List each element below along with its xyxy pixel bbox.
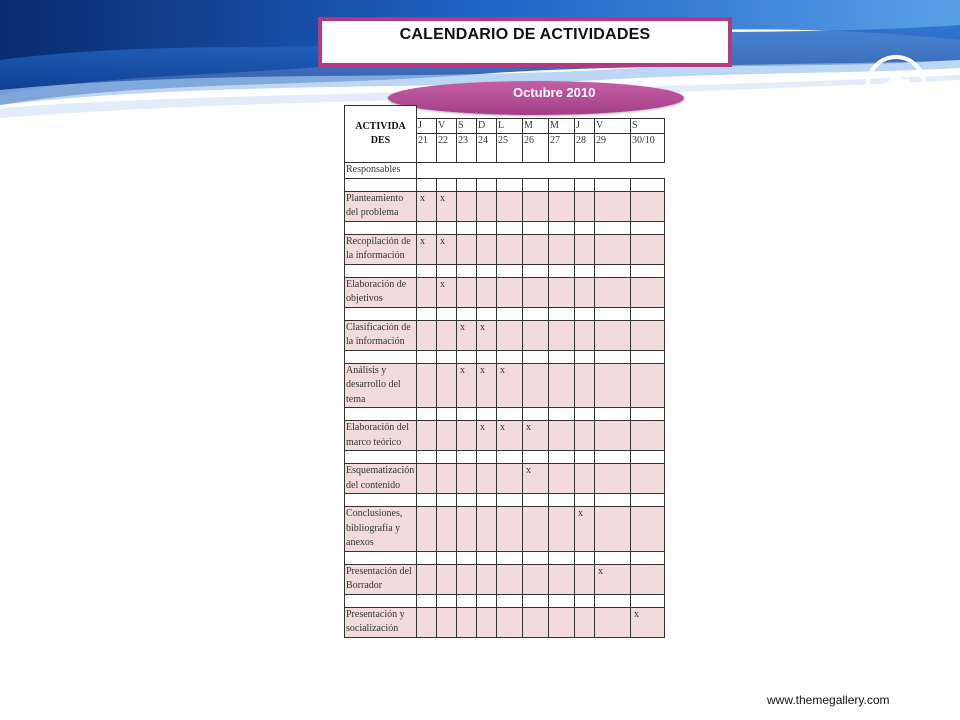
activity-name: Recopilación de la información [345,234,417,264]
month-label: Octubre 2010 [513,85,596,100]
activity-mark-cell [631,277,665,307]
day-header: M [549,118,575,134]
activity-mark-cell [549,234,575,264]
blank-cell [457,264,477,277]
blank-cell [437,494,457,507]
activity-row [345,363,665,408]
blank-cell [437,408,457,421]
blank-cell [575,264,595,277]
blank-cell [457,408,477,421]
activity-name: Elaboración del marco teórico [345,421,417,451]
activity-mark-cell [523,234,549,264]
activity-mark-cell [549,363,575,408]
blank-cell [417,408,437,421]
blank-cell [437,221,457,234]
activity-mark-cell: x [497,421,523,451]
blank-cell [477,408,497,421]
blank-cell [575,451,595,464]
date-header: 22 [437,134,457,163]
blank-cell [595,307,631,320]
blank-cell [477,221,497,234]
activity-row [345,234,665,264]
activity-name: Conclusiones, bibliografía y anexos [345,507,417,552]
activity-name: Esquematización del contenido [345,464,417,494]
blank-cell [575,494,595,507]
blank-cell [595,494,631,507]
activity-mark-cell [631,191,665,221]
blank-cell [417,551,437,564]
activity-row [345,507,665,552]
blank-cell [457,451,477,464]
blank-cell [457,350,477,363]
blank-cell [631,494,665,507]
activity-mark-cell [595,507,631,552]
activity-name: Elaboración de objetivos [345,277,417,307]
activity-mark-cell: x [575,507,595,552]
activity-mark-cell [497,234,523,264]
blank-cell [631,451,665,464]
blank-cell [417,178,437,191]
date-header: 29 [595,134,631,163]
activity-mark-cell [575,607,595,637]
activity-mark-cell [575,234,595,264]
activity-mark-cell [575,191,595,221]
blank-cell [477,451,497,464]
blank-cell [437,551,457,564]
blank-row [345,221,665,234]
blank-cell [631,594,665,607]
activity-mark-cell: x [595,564,631,594]
blank-cell [523,594,549,607]
activity-mark-cell [523,277,549,307]
activity-mark-cell: x [477,363,497,408]
activity-mark-cell [437,607,457,637]
date-header: 26 [523,134,549,163]
activity-row [345,320,665,350]
activity-mark-cell [595,234,631,264]
date-header: 28 [575,134,595,163]
activity-mark-cell [595,277,631,307]
blank-cell [437,264,457,277]
activity-mark-cell: x [497,363,523,408]
blank-cell [575,178,595,191]
activity-mark-cell [595,320,631,350]
activity-mark-cell [417,507,437,552]
activity-mark-cell: x [417,191,437,221]
activity-mark-cell [549,191,575,221]
activity-mark-cell [477,607,497,637]
blank-cell [345,494,417,507]
activity-mark-cell [437,363,457,408]
blank-cell [457,307,477,320]
activity-mark-cell [497,464,523,494]
blank-cell [497,307,523,320]
blank-cell [575,594,595,607]
blank-cell [417,307,437,320]
blank-cell [549,178,575,191]
activity-mark-cell [417,564,437,594]
blank-cell [457,551,477,564]
activity-mark-cell: x [631,607,665,637]
activity-row [345,607,665,637]
date-header: 25 [497,134,523,163]
activity-mark-cell [523,191,549,221]
blank-cell [523,307,549,320]
blank-cell [457,221,477,234]
activity-mark-cell [457,277,477,307]
blank-cell [549,264,575,277]
day-header: S [631,118,665,134]
activity-mark-cell [631,464,665,494]
blank-cell [345,264,417,277]
activity-mark-cell [477,191,497,221]
activity-mark-cell [523,564,549,594]
activity-mark-cell [457,607,477,637]
day-header: V [595,118,631,134]
activity-mark-cell [631,421,665,451]
blank-cell [457,494,477,507]
activity-calendar-table [344,105,665,638]
activity-mark-cell: x [437,234,457,264]
blank-cell [523,350,549,363]
activity-mark-cell: x [417,234,437,264]
blank-cell [497,408,523,421]
blank-cell [497,178,523,191]
activity-mark-cell [457,191,477,221]
activity-mark-cell [417,421,437,451]
activity-mark-cell [523,507,549,552]
blank-cell [595,264,631,277]
blank-cell [523,264,549,277]
activity-mark-cell [477,234,497,264]
blank-cell [497,350,523,363]
activity-mark-cell [595,464,631,494]
blank-cell [575,350,595,363]
activity-mark-cell [457,234,477,264]
activity-mark-cell [575,421,595,451]
activity-row [345,421,665,451]
blank-cell [345,221,417,234]
blank-cell [631,264,665,277]
blank-cell [575,307,595,320]
blank-cell [497,594,523,607]
blank-cell [549,494,575,507]
blank-cell [345,350,417,363]
blank-cell [417,264,437,277]
blank-cell [437,594,457,607]
blank-row [345,551,665,564]
activity-mark-cell [417,607,437,637]
blank-cell [523,221,549,234]
activity-mark-cell [549,464,575,494]
activities-header: ACTIVIDA DES [345,106,417,163]
activity-row [345,191,665,221]
activity-mark-cell [457,464,477,494]
blank-cell [631,221,665,234]
activity-mark-cell [497,277,523,307]
activity-mark-cell [631,363,665,408]
activity-mark-cell [549,277,575,307]
blank-row [345,451,665,464]
activity-name: Clasificación de la información [345,320,417,350]
responsables-spacer [417,163,665,179]
blank-cell [497,494,523,507]
activity-mark-cell [417,363,437,408]
day-header: J [575,118,595,134]
blank-cell [417,451,437,464]
blank-cell [523,494,549,507]
blank-cell [595,408,631,421]
activity-row [345,564,665,594]
blank-cell [631,178,665,191]
blank-cell [523,178,549,191]
activity-mark-cell [437,421,457,451]
date-header: 23 [457,134,477,163]
blank-cell [549,551,575,564]
activity-mark-cell [575,363,595,408]
activity-mark-cell: x [457,363,477,408]
blank-cell [549,307,575,320]
activity-name: Presentación y socialización [345,607,417,637]
blank-cell [477,350,497,363]
activity-mark-cell [437,464,457,494]
blank-row [345,494,665,507]
blank-cell [575,408,595,421]
activity-mark-cell [523,607,549,637]
title-inner [321,20,729,64]
activity-name: Planteamiento del problema [345,191,417,221]
activity-mark-cell [497,564,523,594]
date-header: 21 [417,134,437,163]
activity-mark-cell: x [477,421,497,451]
blank-cell [477,551,497,564]
activity-mark-cell [477,464,497,494]
activity-mark-cell [575,464,595,494]
activity-mark-cell [523,363,549,408]
activity-mark-cell [457,421,477,451]
activity-mark-cell [631,320,665,350]
activity-mark-cell [595,421,631,451]
activity-name: Análisis y desarrollo del tema [345,363,417,408]
blank-cell [497,551,523,564]
blank-cell [437,350,457,363]
day-header: M [523,118,549,134]
activity-mark-cell [497,191,523,221]
blank-cell [417,221,437,234]
blank-cell [345,551,417,564]
day-header: D [477,118,497,134]
header-spacer [417,106,665,119]
blank-cell [345,178,417,191]
blank-cell [549,221,575,234]
blank-cell [437,307,457,320]
blank-cell [477,594,497,607]
activity-mark-cell [575,277,595,307]
activity-mark-cell [595,363,631,408]
date-header: 30/10 [631,134,665,163]
blank-cell [437,178,457,191]
activity-mark-cell [575,564,595,594]
activity-mark-cell [437,507,457,552]
activity-mark-cell [549,320,575,350]
blank-cell [345,451,417,464]
activity-mark-cell: x [437,277,457,307]
blank-cell [497,451,523,464]
responsables-label: Responsables [345,163,417,179]
activity-mark-cell [457,564,477,594]
activity-mark-cell [497,607,523,637]
blank-cell [575,221,595,234]
day-header: J [417,118,437,134]
responsables-row [345,163,665,179]
blank-row [345,408,665,421]
blank-cell [631,350,665,363]
date-header: 27 [549,134,575,163]
blank-cell [595,178,631,191]
date-header: 24 [477,134,497,163]
activity-mark-cell [549,507,575,552]
blank-cell [595,551,631,564]
blank-cell [549,408,575,421]
activity-mark-cell [549,564,575,594]
blank-cell [497,221,523,234]
activity-mark-cell [497,507,523,552]
activity-mark-cell [417,464,437,494]
blank-cell [575,551,595,564]
activity-mark-cell [523,320,549,350]
blank-cell [417,494,437,507]
activity-mark-cell [437,320,457,350]
day-header: V [437,118,457,134]
activity-mark-cell [575,320,595,350]
blank-cell [523,451,549,464]
blank-cell [417,350,437,363]
activity-mark-cell [595,607,631,637]
blank-cell [417,594,437,607]
blank-cell [595,350,631,363]
activity-mark-cell: x [523,421,549,451]
activity-name: Presentación del Borrador [345,564,417,594]
blank-cell [345,307,417,320]
activity-mark-cell [457,507,477,552]
blank-row [345,178,665,191]
footer-url[interactable]: www.themegallery.com [767,693,890,707]
blank-cell [437,451,457,464]
blank-cell [523,551,549,564]
activity-mark-cell [417,277,437,307]
activity-row [345,277,665,307]
activity-mark-cell [477,564,497,594]
activity-mark-cell [477,507,497,552]
blank-row [345,264,665,277]
activity-mark-cell: x [523,464,549,494]
page-title: CALENDARIO DE ACTIVIDADES [399,26,651,43]
blank-cell [549,350,575,363]
blank-cell [631,408,665,421]
blank-cell [345,594,417,607]
blank-cell [631,551,665,564]
blank-cell [595,451,631,464]
header-spacer-row [345,106,665,119]
activity-mark-cell [549,421,575,451]
title-box [318,17,732,67]
activity-mark-cell [437,564,457,594]
activity-mark-cell [631,507,665,552]
activity-mark-cell [477,277,497,307]
blank-row [345,307,665,320]
blank-cell [477,178,497,191]
blank-cell [631,307,665,320]
blank-cell [523,408,549,421]
activity-row [345,464,665,494]
activity-mark-cell [417,320,437,350]
blank-cell [477,494,497,507]
blank-row [345,594,665,607]
blank-cell [457,594,477,607]
day-header: L [497,118,523,134]
blank-cell [477,307,497,320]
activity-mark-cell [595,191,631,221]
blank-cell [549,451,575,464]
arrow-left-circle-icon[interactable] [865,54,927,116]
activity-mark-cell [549,607,575,637]
day-header: S [457,118,477,134]
activity-mark-cell [631,234,665,264]
blank-cell [345,408,417,421]
blank-cell [497,264,523,277]
blank-cell [549,594,575,607]
blank-cell [457,178,477,191]
activity-mark-cell: x [437,191,457,221]
activity-mark-cell [631,564,665,594]
activity-mark-cell: x [457,320,477,350]
activity-mark-cell [497,320,523,350]
blank-cell [477,264,497,277]
blank-row [345,350,665,363]
blank-cell [595,594,631,607]
activity-mark-cell: x [477,320,497,350]
blank-cell [595,221,631,234]
